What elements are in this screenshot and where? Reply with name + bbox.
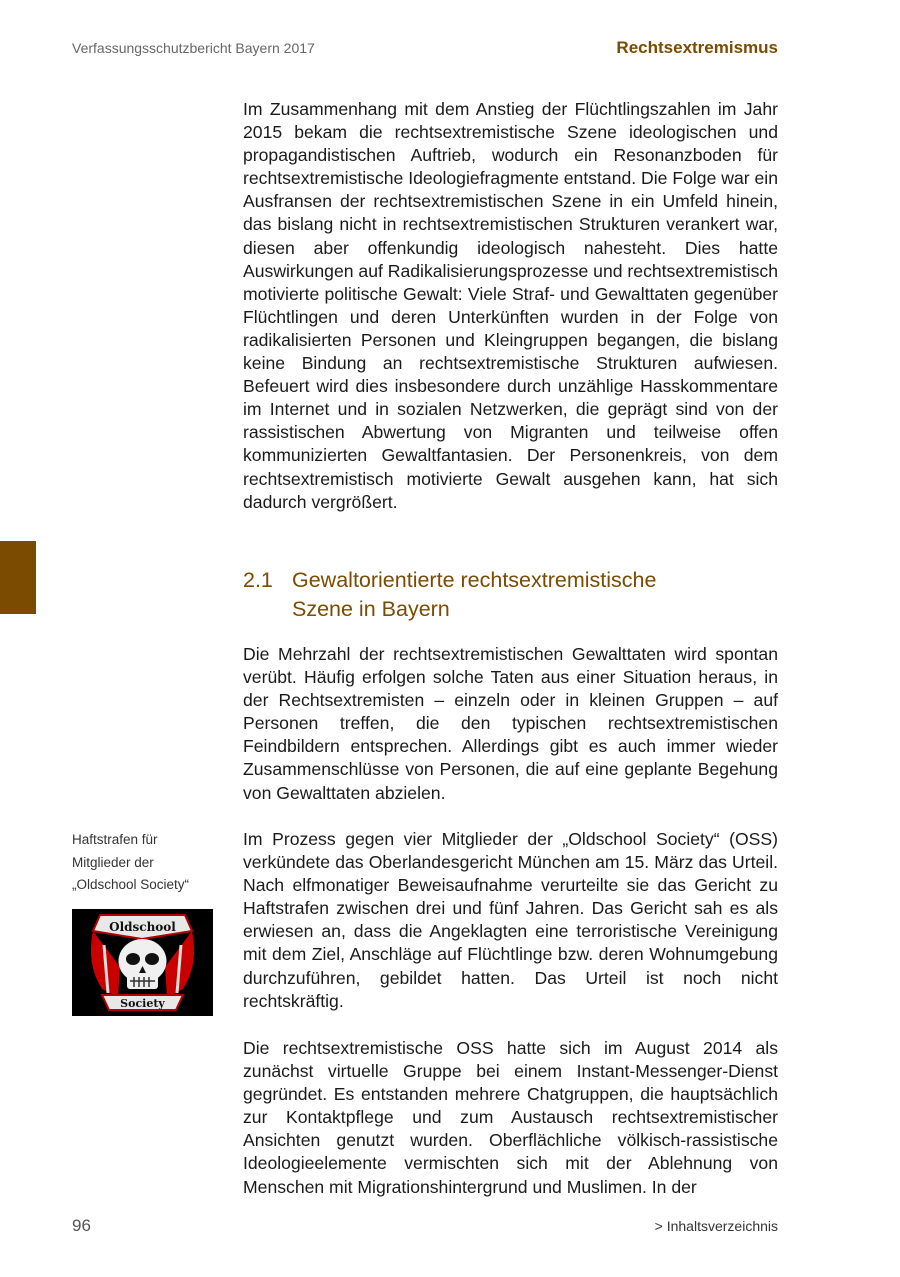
margin-note xyxy=(72,829,222,897)
running-header: Verfassungsschutzbericht Bayern 2017 xyxy=(72,40,315,56)
margin-note-line-1: Haftstrafen für xyxy=(72,832,158,847)
section-number: 2.1 xyxy=(243,568,273,592)
section-title-line-1: Gewaltorientierte rechtsextremistische xyxy=(292,568,657,592)
logo-text-bottom: Society xyxy=(120,997,165,1010)
section-title xyxy=(292,566,782,624)
table-of-contents-link[interactable]: > Inhaltsverzeichnis xyxy=(654,1218,778,1234)
intro-paragraph-block xyxy=(243,98,778,514)
oldschool-society-logo-image xyxy=(72,909,213,1016)
section-intro-paragraph: Die Mehrzahl der rechtsextremistischen Gewalttaten wird spontan verübt. Häufig erfolgen solche Taten aus einer Situation heraus, in der Rechtsextremisten – einzeln oder in kleinen Gruppen – auf Personen treffen, die den typischen rechtsextremistischen Feindbildern entsprechen. Allerdings gibt es auch immer wieder Zusammenschlüsse von Personen, die auf eine geplante Begehung von Gewalttaten abzielen. xyxy=(243,644,778,803)
margin-note-line-2: Mitglieder der xyxy=(72,854,154,870)
skull-logo-icon xyxy=(72,909,213,1016)
oss-origin-block xyxy=(243,1037,778,1199)
logo-text-top: Oldschool xyxy=(109,920,176,934)
oss-trial-paragraph: Im Prozess gegen vier Mitglieder der „Oldschool Society“ (OSS) verkündete das Oberlandesgericht München am 15. März das Urteil. Nach elfmonatiger Beweisaufnahme verurteilte sie das Gericht zu Haftstrafen zwischen drei und fünf Jahren. Das Gericht sah es als erwiesen an, dass die Angeklagten eine terroristische Vereinigung mit dem Ziel, Anschläge auf Flüchtlinge bzw. deren Wohnumgebung durchzuführen, gebildet hatten. Das Urteil ist noch nicht rechtskräftig. xyxy=(243,829,778,1011)
section-intro-block xyxy=(243,643,778,805)
intro-paragraph: Im Zusammenhang mit dem Anstieg der Flüchtlingszahlen im Jahr 2015 bekam die rechtsextremistische Szene ideologischen und propagandistischen Auftrieb, wodurch ein Resonanzboden für rechtsextremistische Ideologiefragmente entstand. Die Folge war ein Ausfransen der rechtsextremistischen Szene in ein Umfeld hinein, das bislang nicht in rechtsextremistischen Strukturen verankert war, diesen aber offenkundig ideologisch nahesteht. Dies hatte Auswirkungen auf Radikalisierungsprozesse und rechtsextremistisch motivierte politische Gewalt: Viele Straf- und Gewalttaten gegenüber Flüchtlingen und deren Unterkünften wurden in der Folge von radikalisierten Personen und Kleingruppen begangen, die bislang keine Bindung an rechtsextremistische Strukturen aufwiesen. Befeuert wird dies insbesondere durch unzählige Hasskommentare im Internet und in sozialen Netzwerken, die geprägt sind von der rassistischen Abwertung von Migranten und teilweise offen kommunizierten Gewaltfantasien. Der Personenkreis, von dem rechtsextremistisch motivierte Gewalt ausgehen kann, hat sich dadurch vergrößert. xyxy=(243,99,778,512)
page-number: 96 xyxy=(72,1216,91,1235)
chapter-tab-marker xyxy=(0,541,36,614)
oss-origin-paragraph: Die rechtsextremistische OSS hatte sich im August 2014 als zunächst virtuelle Gruppe bei einem Instant-Messenger-Dienst gegründet. Es entstanden mehrere Chatgruppen, die hauptsächlich zur Kontaktpflege und zum Austausch rechtsextremistischer Ansichten genutzt wurden. Oberflächliche völkisch-rassistische Ideologieelemente vermischten sich mit der Ablehnung von Menschen mit Migrationshintergrund und Muslimen. In der xyxy=(243,1038,778,1197)
oss-trial-block xyxy=(243,828,778,1013)
chapter-title: Rechtsextremismus xyxy=(616,38,778,57)
margin-note-line-3: „Oldschool Society“ xyxy=(72,877,190,892)
section-title-line-2: Szene in Bayern xyxy=(292,597,450,621)
